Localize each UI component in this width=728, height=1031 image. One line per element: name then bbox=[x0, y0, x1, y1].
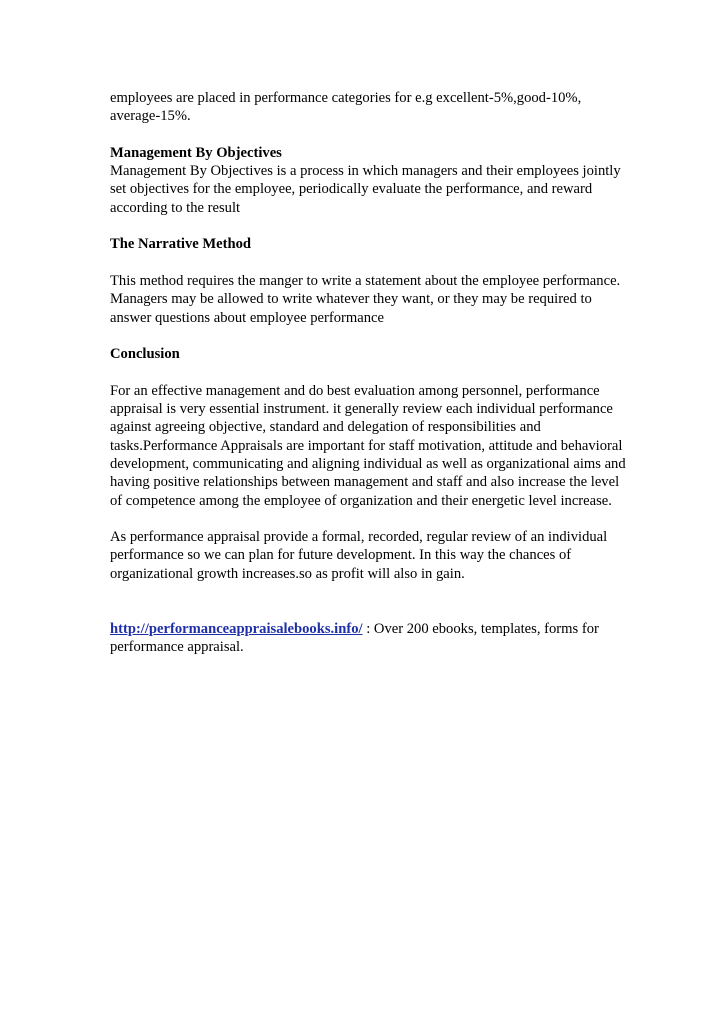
narrative-heading: The Narrative Method bbox=[110, 236, 252, 253]
spacer bbox=[110, 583, 630, 620]
spacer bbox=[110, 217, 630, 235]
ebooks-link[interactable]: http://performanceappraisalebooks.info/ bbox=[110, 620, 363, 637]
conclusion-paragraph-1: For an effective management and do best evaluation among personnel, performance appraisal is very essential instrument. it generally review each individual performance against agreeing objective, standard and delegation of responsibilities and tasks.Performance Appraisals are important for staff motivation, attitude and behavioral development, communicating and aligning individual as well as organizational aims and having positive relationships between management and staff and also increase the level of competence among the employee of organization and their energetic level increase. bbox=[110, 382, 626, 509]
mbo-heading: Management By Objectives bbox=[110, 144, 282, 161]
conclusion-paragraph-2: As performance appraisal provide a formal, recorded, regular review of an individual performance so we can plan for future development. In this way the chances of organizational growth increases.so as profit will also in gain. bbox=[110, 529, 608, 582]
footer-suffix: : Over 200 ebooks, templates, forms for performance appraisal. bbox=[110, 620, 599, 655]
footer-paragraph bbox=[110, 620, 630, 657]
spacer bbox=[110, 363, 630, 381]
document-body bbox=[110, 89, 630, 656]
narrative-paragraph: This method requires the manger to write a statement about the employee performance. Managers may be allowed to write whatever they want, or they may be required to answer questions about employee performance bbox=[110, 272, 621, 326]
mbo-paragraph: Management By Objectives is a process in which managers and their employees jointly set objectives for the employee, periodically evaluate the performance, and reward according to the result bbox=[110, 163, 621, 216]
spacer bbox=[110, 510, 630, 528]
spacer bbox=[110, 327, 630, 345]
intro-paragraph: employees are placed in performance categories for e.g excellent-5%,good-10%, average-15%. bbox=[110, 90, 582, 125]
spacer bbox=[110, 126, 630, 144]
spacer bbox=[110, 254, 630, 272]
conclusion-heading: Conclusion bbox=[110, 346, 180, 363]
